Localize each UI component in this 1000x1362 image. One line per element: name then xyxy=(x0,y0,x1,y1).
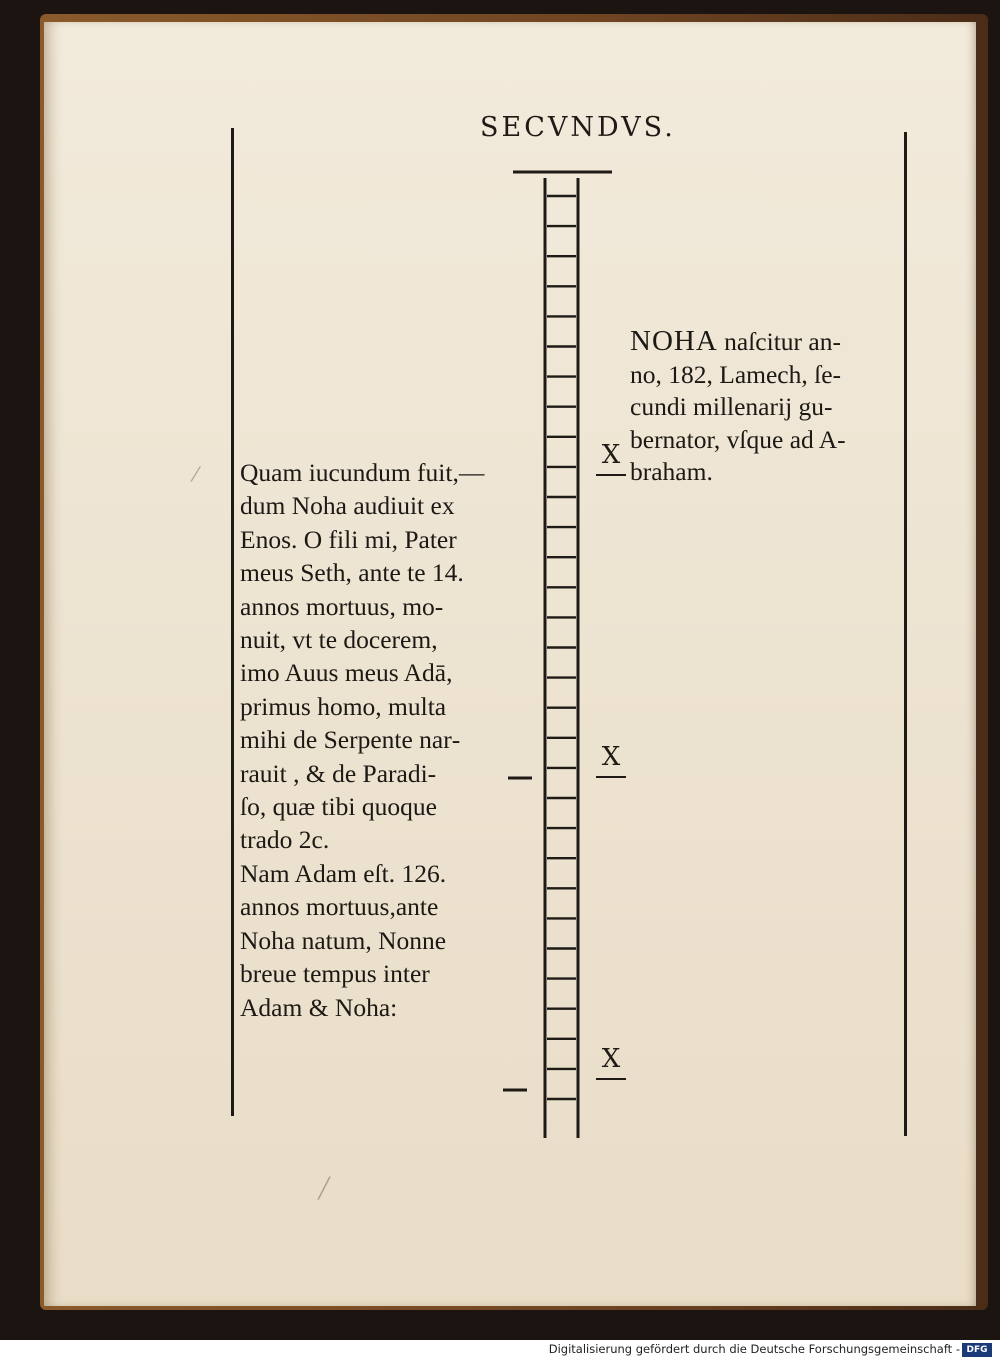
paper-mark: ╱ xyxy=(318,1176,331,1200)
ladder-mark-x-2 xyxy=(596,742,626,772)
paper-mark: ⁄ xyxy=(194,462,198,486)
ladder-mark-x-3 xyxy=(596,1044,626,1074)
mark-letter: X xyxy=(601,742,621,772)
left-line: imo Auus meus Adā, xyxy=(240,658,453,688)
left-line: breue tempus inter xyxy=(240,959,430,989)
left-column-text xyxy=(240,456,520,1024)
left-line: Quam iucundum fuit,— xyxy=(240,458,485,487)
left-line: nuit, vt te docerem, xyxy=(240,625,438,655)
left-line: primus homo, multa xyxy=(240,691,447,721)
left-line: meus Seth, ante te 14. xyxy=(240,558,464,588)
left-line: Noha natum, Nonne xyxy=(240,925,447,955)
left-line: dum Noha audiuit ex xyxy=(240,491,455,521)
dfg-logo: DFG xyxy=(962,1343,992,1357)
mark-underline xyxy=(596,1078,626,1080)
mark-underline xyxy=(596,776,626,778)
right-line-1 xyxy=(630,325,900,359)
left-line: ſo, quæ tibi quoque xyxy=(240,792,437,822)
left-line: rauit , & de Paradi‑ xyxy=(240,758,437,788)
ladder-mark-x-1 xyxy=(596,440,626,470)
right-line: no, 182, Lamech, ſe‑ xyxy=(630,359,842,389)
lead-word: NOHA xyxy=(630,325,718,357)
running-head: SECVNDVS. xyxy=(480,112,676,143)
right-line-1-rest: naſcitur an‑ xyxy=(717,327,841,356)
right-line: bernator, vſque ad A‑ xyxy=(630,424,846,454)
digitization-credit: Digitalisierung gefördert durch die Deutsche Forschungsgemeinschaft - xyxy=(548,1342,960,1356)
left-line: Adam & Noha: xyxy=(240,992,398,1022)
right-column-text xyxy=(630,325,900,489)
mark-letter: X xyxy=(601,440,621,470)
left-line: mihi de Serpente nar‑ xyxy=(240,725,461,755)
mark-letter: X xyxy=(601,1044,621,1074)
left-line: trado 2c. xyxy=(240,825,330,855)
left-line: annos mortuus, mo‑ xyxy=(240,591,444,621)
left-line: Enos. O fili mi, Pater xyxy=(240,524,457,554)
left-line: annos mortuus,ante xyxy=(240,892,439,922)
right-line: braham. xyxy=(630,457,713,486)
right-line: cundi millenarij gu‑ xyxy=(630,392,833,421)
mark-underline xyxy=(596,474,626,476)
left-line: Nam Adam eſt. 126. xyxy=(240,858,447,888)
